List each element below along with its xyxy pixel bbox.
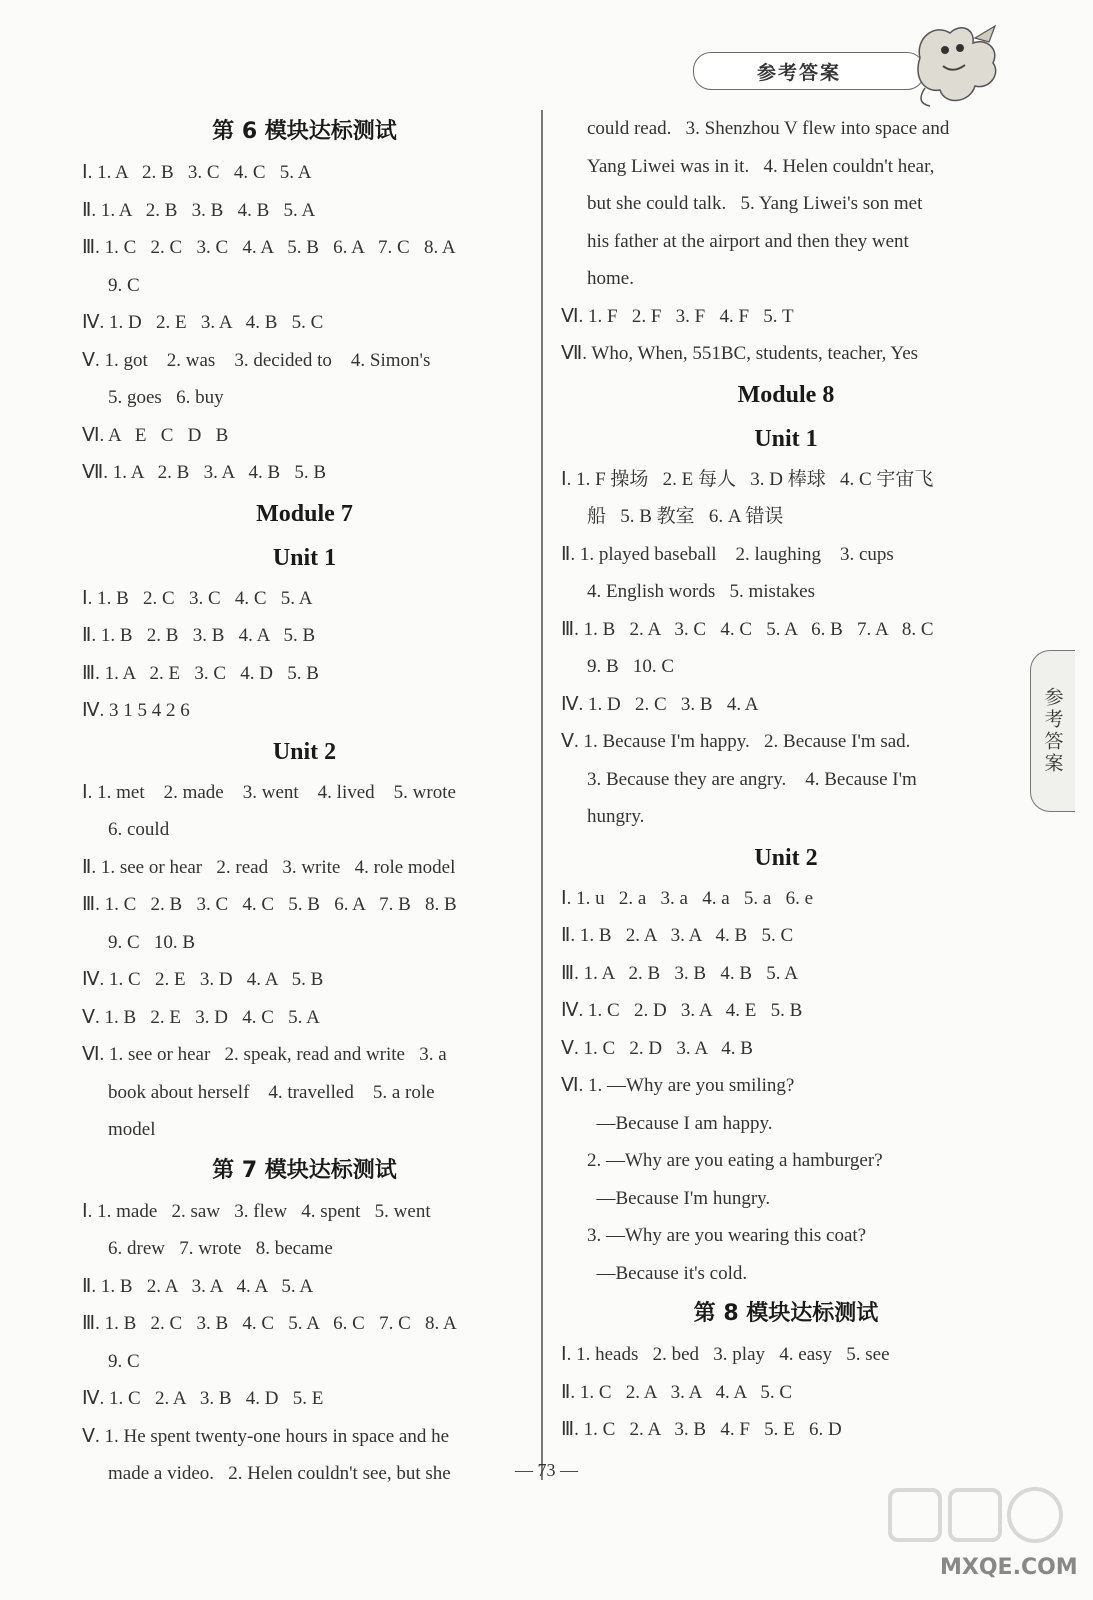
- answer-line: 9. C 10. B: [108, 931, 196, 953]
- answer-line: 9. C: [108, 1350, 140, 1372]
- answer-line: 3. —Why are you wearing this coat?: [587, 1225, 867, 1246]
- answer-line: but she could talk. 5. Yang Liwei's son met: [587, 193, 923, 214]
- answer-line: Ⅰ. 1. F 操场 2. E 每人 3. D 棒球 4. C 宇宙飞: [561, 468, 934, 490]
- answer-line: Ⅱ. 1. B 2. A 3. A 4. A 5. A: [82, 1275, 314, 1297]
- answer-line: Ⅰ. 1. made 2. saw 3. flew 4. spent 5. went: [82, 1200, 431, 1222]
- answer-line: Ⅴ. 1. B 2. E 3. D 4. C 5. A: [82, 1006, 320, 1028]
- answer-line: —Because it's cold.: [587, 1262, 748, 1284]
- answer-line: Ⅱ. 1. played baseball 2. laughing 3. cups: [561, 543, 894, 565]
- answer-line: Ⅴ. 1. Because I'm happy. 2. Because I'm sad.: [561, 731, 911, 752]
- answer-line: Ⅲ. 1. C 2. C 3. C 4. A 5. B 6. A 7. C 8. A: [82, 237, 456, 258]
- answer-line: Ⅰ. 1. met 2. made 3. went 4. lived 5. wrote: [82, 781, 456, 803]
- section-heading: Module 8: [737, 381, 835, 408]
- answer-line: 6. drew 7. wrote 8. became: [108, 1238, 333, 1259]
- section-heading: Unit 1: [754, 425, 818, 452]
- answer-line: Ⅳ. 3 1 5 4 2 6: [82, 700, 190, 721]
- answer-line: Ⅱ. 1. A 2. B 3. B 4. B 5. A: [82, 199, 316, 221]
- answer-line: 2. —Why are you eating a hamburger?: [587, 1150, 883, 1171]
- section-heading: 第 7 模块达标测试: [212, 1157, 397, 1183]
- side-tab-answer-key: [1030, 650, 1075, 812]
- answer-line: made a video. 2. Helen couldn't see, but she: [108, 1463, 451, 1484]
- section-heading: Module 7: [256, 500, 353, 527]
- answer-line: Ⅳ. 1. D 2. E 3. A 4. B 5. C: [82, 312, 324, 333]
- section-heading: Unit 2: [754, 844, 818, 871]
- answer-line: 6. could: [108, 819, 170, 840]
- answer-line: his father at the airport and then they went: [587, 230, 909, 252]
- answer-line: Ⅶ. 1. A 2. B 3. A 4. B 5. B: [82, 462, 327, 483]
- answer-line: Ⅲ. 1. A 2. B 3. B 4. B 5. A: [561, 962, 798, 984]
- answer-line: Ⅴ. 1. C 2. D 3. A 4. B: [561, 1037, 753, 1059]
- answer-line: Ⅱ. 1. B 2. A 3. A 4. B 5. C: [561, 925, 794, 946]
- watermark-text: MXQE.COM: [940, 1555, 1078, 1580]
- answer-line: Ⅵ. 1. —Why are you smiling?: [561, 1075, 795, 1096]
- answer-line: Ⅳ. 1. C 2. D 3. A 4. E 5. B: [561, 1000, 803, 1021]
- answer-line: Ⅳ. 1. D 2. C 3. B 4. A: [561, 693, 759, 715]
- answer-line: Ⅳ. 1. C 2. E 3. D 4. A 5. B: [82, 969, 324, 990]
- answer-line: Ⅰ. 1. heads 2. bed 3. play 4. easy 5. see: [561, 1344, 890, 1365]
- answer-line: Ⅲ. 1. C 2. B 3. C 4. C 5. B 6. A 7. B 8. B: [82, 894, 457, 915]
- answer-line: Ⅰ. 1. B 2. C 3. C 4. C 5. A: [82, 587, 313, 609]
- section-heading: 第 8 模块达标测试: [693, 1301, 879, 1326]
- right-column: [561, 110, 1011, 1449]
- side-tab-label: 参考答案: [1041, 687, 1064, 775]
- section-heading: 第 6 模块达标测试: [212, 119, 397, 144]
- answer-line: 4. English words 5. mistakes: [587, 581, 815, 602]
- answer-line: Ⅵ. A E C D B: [82, 424, 229, 446]
- answer-line: Ⅲ. 1. B 2. C 3. B 4. C 5. A 6. C 7. C 8. A: [82, 1313, 457, 1334]
- answer-line: model: [108, 1119, 156, 1140]
- answer-line: Yang Liwei was in it. 4. Helen couldn't hear,: [587, 155, 935, 177]
- answer-line: hungry.: [587, 806, 645, 827]
- answer-line: Ⅵ. 1. F 2. F 3. F 4. F 5. T: [561, 305, 794, 327]
- answer-line: Ⅴ. 1. He spent twenty-one hours in space and he: [82, 1425, 450, 1447]
- answer-line: Ⅵ. 1. see or hear 2. speak, read and write 3. a: [82, 1044, 447, 1065]
- answer-line: book about herself 4. travelled 5. a role: [108, 1081, 435, 1103]
- answer-line: Ⅱ. 1. B 2. B 3. B 4. A 5. B: [82, 625, 316, 646]
- answer-line: Ⅳ. 1. C 2. A 3. B 4. D 5. E: [82, 1388, 324, 1409]
- page-number: — 73 —: [515, 1460, 578, 1480]
- answer-line: Ⅴ. 1. got 2. was 3. decided to 4. Simon's: [82, 349, 431, 371]
- answer-line: 船 5. B 教室 6. A 错误: [587, 506, 784, 527]
- answer-line: Ⅲ. 1. A 2. E 3. C 4. D 5. B: [82, 662, 319, 684]
- answer-line: —Because I'm hungry.: [587, 1187, 771, 1209]
- header-title: 参考答案: [756, 61, 841, 84]
- answer-line: could read. 3. Shenzhou V flew into space and: [587, 118, 950, 139]
- column-divider: [541, 110, 543, 1480]
- answer-line: 5. goes 6. buy: [108, 387, 224, 408]
- answer-line: 9. B 10. C: [587, 656, 675, 677]
- answer-line: Ⅱ. 1. see or hear 2. read 3. write 4. role model: [82, 856, 456, 878]
- answer-line: 9. C: [108, 274, 140, 296]
- answer-line: —Because I am happy.: [587, 1112, 773, 1134]
- section-heading: Unit 1: [272, 544, 337, 571]
- answer-line: Ⅲ. 1. C 2. A 3. B 4. F 5. E 6. D: [561, 1419, 842, 1440]
- section-heading: Unit 2: [272, 738, 337, 765]
- answer-line: Ⅰ. 1. u 2. a 3. a 4. a 5. a 6. e: [561, 887, 814, 909]
- answer-line: 3. Because they are angry. 4. Because I'm: [587, 768, 917, 790]
- dragon-illustration-icon: [905, 18, 1005, 110]
- answer-line: Ⅲ. 1. B 2. A 3. C 4. C 5. A 6. B 7. A 8. C: [561, 618, 934, 640]
- answer-line: Ⅰ. 1. A 2. B 3. C 4. C 5. A: [82, 162, 312, 183]
- answer-line: home.: [587, 268, 634, 289]
- answer-key-header: [693, 52, 925, 90]
- answer-line: Ⅶ. Who, When, 551BC, students, teacher, Yes: [561, 343, 919, 364]
- answer-line: Ⅱ. 1. C 2. A 3. A 4. A 5. C: [561, 1381, 793, 1403]
- left-column: [82, 110, 527, 1493]
